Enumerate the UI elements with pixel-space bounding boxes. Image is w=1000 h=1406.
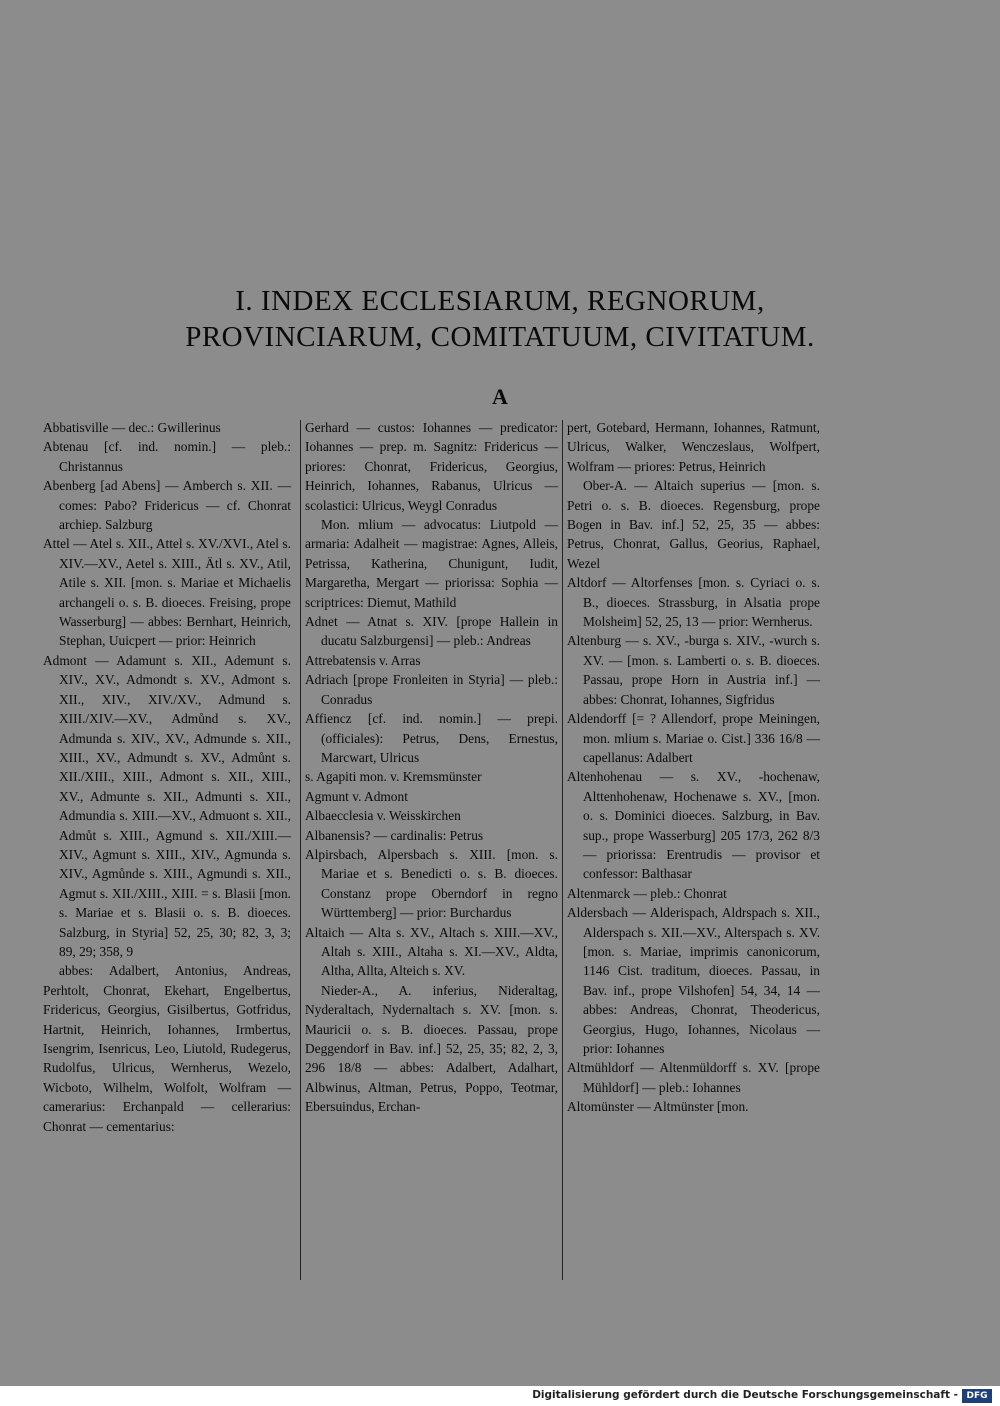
- index-entry: Attrebatensis v. Arras: [305, 652, 421, 668]
- index-entry: Albanensis? — cardinalis: Petrus: [305, 827, 484, 843]
- index-entry: Altenhohenau — s. XV., -hochenaw, Alttenhohenaw, Hochenawe s. XV., [mon. o. s. Dominici dioeces. Salzburg, in Bav. sup., prope Wasserburg] 205 17/3, 262 8/3 — priorissa: Erentrudis — provisor et confessor: Balthasar: [567, 769, 820, 882]
- title-line-2: PROVINCIARUM, COMITATUUM, CIVITATUM.: [185, 321, 815, 353]
- section-letter: A: [492, 384, 508, 409]
- page-title: [0, 283, 1000, 355]
- index-entry: Altenburg — s. XV., -burga s. XIV., -wurch s. XV. — [mon. s. Lamberti o. s. B. dioeces. Passau, prope Horn in Austria inf.] — abbes: Chonrat, Iohannes, Sigfridus: [567, 633, 820, 707]
- index-subentry: abbes: Adalbert, Antonius, Andreas, Perhtolt, Chonrat, Ekehart, Engelbertus, Fridericus, Georgius, Gisilbertus, Gotfridus, Hartnit, Heinrich, Iohannes, Irmbertus, Isengrim, Isenricus, Leo, Liutold, Rudegerus, Rudolfus, Ulricus, Wernherus, Wezelo, Wicboto, Wilhelm, Wolfolt, Wolfram — camerarius: Erchanpald — cellerarius: Chonrat — cementarius:: [43, 963, 291, 1134]
- index-entry: Altenmarck — pleb.: Chonrat: [567, 885, 727, 901]
- index-entry: Altomünster — Altmünster [mon.: [567, 1099, 749, 1115]
- column-divider: [300, 420, 301, 1280]
- index-entry: Aldersbach — Alderispach, Aldrspach s. XII., Alderspach s. XII.—XV., Alterspach s. XV. [mon. s. Mariae, imprimis canonicorum, 1146 Cist. traditum, dioeces. Passau, in Bav. inf., prope Vilshofen] 54, 34, 14 — abbes: Andreas, Chonrat, Theodericus, Georgius, Hugo, Iohannes, Nicolaus — prior: Iohannes: [567, 905, 820, 1056]
- index-entry: Adriach [prope Fronleiten in Styria] — pleb.: Conradus: [305, 672, 558, 707]
- index-entry: Abtenau [cf. ind. nomin.] — pleb.: Christannus: [43, 439, 291, 474]
- index-entry: Aldendorff [= ? Allendorf, prope Meiningen, mon. mlium s. Mariae o. Cist.] 336 16/8 — capellanus: Adalbert: [567, 711, 820, 765]
- funding-notice: Digitalisierung gefördert durch die Deutsche Forschungsgemeinschaft -: [532, 1389, 958, 1401]
- index-entry: Abbatisville — dec.: Gwillerinus: [43, 420, 221, 435]
- index-subentry: Nieder-A., A. inferius, Nideraltag, Nyderaltach, Nydernaltach s. XV. [mon. s. Mauricii o. s. B. dioeces. Passau, prope Deggendorf in Bav. inf.] 52, 25, 35; 82, 2, 3, 296 18/8 — abbes: Adalbert, Adalhart, Albwinus, Altman, Petrus, Poppo, Teotmar, Ebersuindus, Erchan-: [305, 982, 558, 1115]
- dfg-logo[interactable]: DFG: [962, 1389, 992, 1403]
- index-entry: Albaecclesia v. Weisskirchen: [305, 808, 461, 824]
- index-column-3: [567, 418, 820, 1117]
- index-entry: s. Agapiti mon. v. Kremsmünster: [305, 769, 482, 785]
- index-entry: Altdorf — Altorfenses [mon. s. Cyriaci o. s. B., dioeces. Strassburg, in Alsatia prope Molsheim] 52, 25, 13 — prior: Wernherus.: [567, 575, 820, 630]
- index-entry: Altmühldorf — Altenmüldorff s. XV. [prope Mühldorf] — pleb.: Iohannes: [567, 1060, 820, 1095]
- index-entry: Adnet — Atnat s. XIV. [prope Hallein in ducatu Salzburgensi] — pleb.: Andreas: [305, 614, 558, 649]
- index-continuation: pert, Gotebard, Hermann, Iohannes, Ratmunt, Ulricus, Walker, Wenczeslaus, Wolfpert, Wolfram — priores: Petrus, Heinrich: [567, 420, 820, 474]
- index-entry: Alpirsbach, Alpersbach s. XIII. [mon. s. Mariae et s. Benedicti o. s. B. dioeces. Constanz prope Oberndorf in regno Württemberg] — prior: Burchardus: [305, 846, 558, 921]
- index-continuation: Gerhard — custos: Iohannes — predicator: Iohannes — prep. m. Sagnitz: Fridericus — priores: Chonrat, Fridericus, Georgius, Heinrich, Iohannes, Rabanus, Ulricus — scolastici: Ulricus, Weygl Conradus: [305, 420, 558, 513]
- index-entry: Altaich — Alta s. XV., Altach s. XIII.—XV., Altah s. XIII., Altaha s. XI.—XV., Aldta, Altha, Allta, Alteich s. XV.: [305, 924, 558, 979]
- index-entry: Agmunt v. Admont: [305, 788, 408, 804]
- index-column-2: [305, 418, 558, 1117]
- index-subentry: Mon. mlium — advocatus: Liutpold — armaria: Adalheit — magistrae: Agnes, Alleis, Petrissa, Katherina, Chunigunt, Iudit, Margaretha, Mergart — priorissa: Sophia — scriptrices: Diemut, Mathild: [305, 517, 558, 610]
- index-entry: Affiencz [cf. ind. nomin.] — prepi. (officiales): Petrus, Dens, Ernestus, Marcwart, Ulricus: [305, 711, 558, 765]
- title-line-1: I. INDEX ECCLESIARUM, REGNORUM,: [235, 285, 765, 317]
- index-subentry: Ober-A. — Altaich superius — [mon. s. Petri o. s. B. dioeces. Regensburg, prope Bogen in Bav. inf.] 52, 25, 35 — abbes: Petrus, Chonrat, Gallus, Georius, Raphael, Wezel: [567, 478, 820, 571]
- column-divider: [562, 420, 563, 1280]
- index-entry: Abenberg [ad Abens] — Amberch s. XII. — comes: Pabo? Fridericus — cf. Chonrat archiep. Salzburg: [43, 478, 291, 533]
- index-entry: Attel — Atel s. XII., Attel s. XV./XVI., Atel s. XIV.—XV., Aetel s. XIII., Ätl s. XV., Atil, Atile s. XII. [mon. s. Mariae et Michaelis archangeli o. s. B. dioeces. Freising, prope Wasserburg] — abbes: Bernhart, Heinrich, Stephan, Uuicpert — prior: Heinrich: [43, 536, 291, 649]
- index-entry: Admont — Adamunt s. XII., Ademunt s. XIV., XV., Admondt s. XV., Admont s. XII., XIV., XIV./XV., Admund s. XIII./XIV.—XV., Admůnd s. XV., Admunda s. XIV., XV., Admunde s. XII., XIII., XV., Admundt s. XV., Admůnt s. XII./XIII., XIII., Admont s. XII., XIII., XV., Admunte s. XII., Admunti s. XII., Admundia s. XIII.—XV., Admuont s. XII., Admůt s. XIII., Agmund s. XII./XIII.—XIV., Agmunt s. XIII., XIV., Agmunda s. XIV., Agmůnde s. XIII., Agmundi s. XII., Agmut s. XII./XIII., XIII. = s. Blasii [mon. s. Mariae et s. Blasii o. s. B. dioeces. Salzburg, in Styria] 52, 25, 30; 82, 3, 3; 89, 29; 358, 9: [43, 652, 291, 959]
- index-column-1: [43, 418, 291, 1136]
